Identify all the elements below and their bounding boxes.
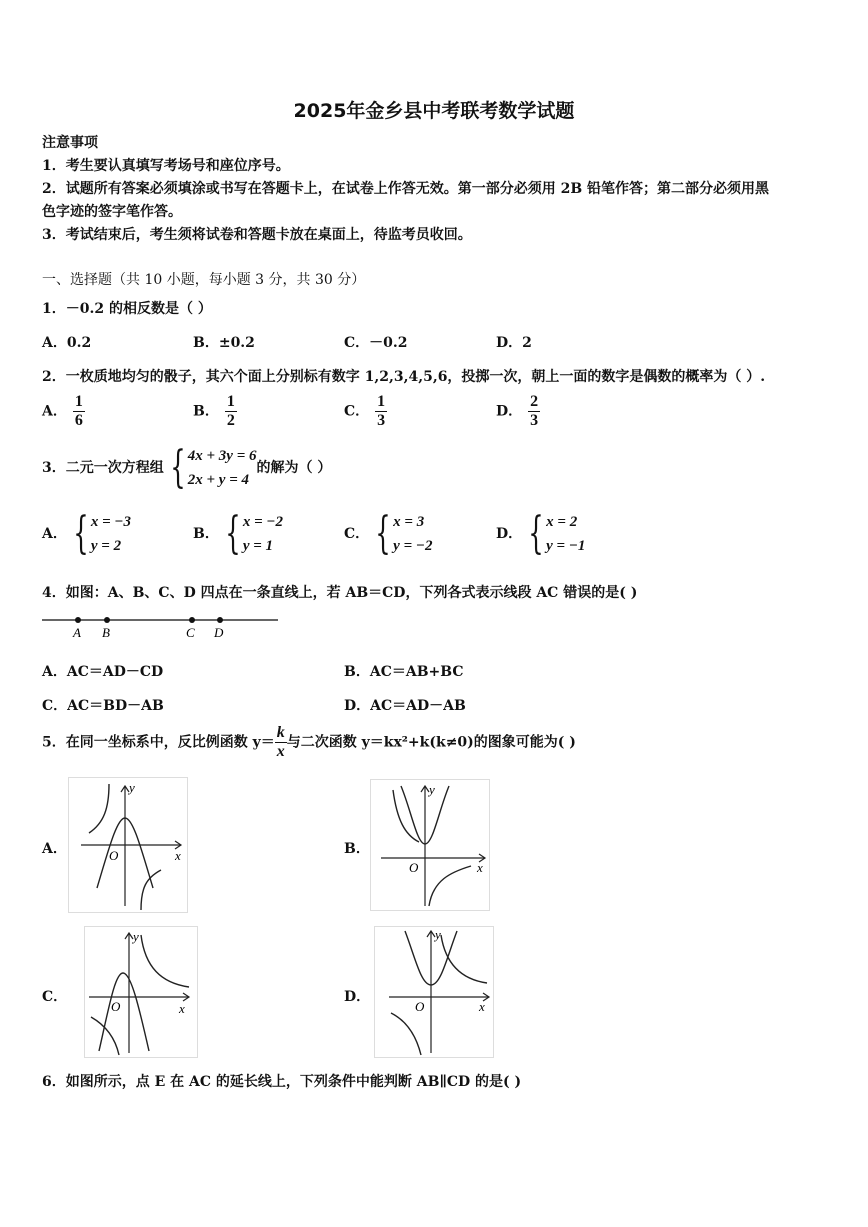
axis-x-label: x xyxy=(477,860,483,875)
q3-option-d: D． { x = 2 y = −1 xyxy=(496,508,586,559)
q3-option-b: B． { x = −2 y = 1 xyxy=(193,508,283,559)
origin-label: O xyxy=(409,860,419,875)
q1-stem: 1．－0.2 的相反数是（ ） xyxy=(42,301,212,317)
point-c xyxy=(189,617,195,623)
q6-stem: 6．如图所示，点 E 在 AC 的延长线上，下列条件中能判断 AB∥CD 的是( ) xyxy=(42,1074,522,1090)
q5-stem: 5．在同一坐标系中，反比例函数 y＝ $\frac{k}{x}$ 与二次函数 y＝kx²+k(k≠0)的图象可能为( ) xyxy=(42,724,576,760)
notice-item-2: 2．试题所有答案必须填涂或书写在答题卡上，在试卷上作答无效。第一部分必须用 2B 铅笔作答；第二部分必须用黑 xyxy=(42,181,770,197)
notice-heading: 注意事项 xyxy=(42,135,98,151)
q5-option-a-label: A． xyxy=(42,841,67,857)
q3-option-c: C． { x = 3 y = −2 xyxy=(344,508,433,559)
axis-x-label: x xyxy=(175,848,181,863)
q5-graph-d xyxy=(374,926,494,1058)
q2-option-b: B． $\frac{1}{2}$ xyxy=(193,393,235,429)
q5-option-d-label: D． xyxy=(344,989,371,1005)
q2-option-c: C． $\frac{1}{3}$ xyxy=(344,393,386,429)
origin-label: O xyxy=(415,999,425,1014)
axis-x-label: x xyxy=(179,1001,185,1016)
notice-item-1: 1．考生要认真填写考场号和座位序号。 xyxy=(42,158,290,174)
label-c: C xyxy=(186,625,195,640)
q3-stem: 3．二元一次方程组 { 4x + 3y = 6 2x + y = 4 的解为（ ） xyxy=(42,442,332,493)
section-heading: 一、选择题（共 10 小题，每小题 3 分，共 30 分） xyxy=(42,272,366,288)
point-b xyxy=(104,617,110,623)
axis-y-label: y xyxy=(435,927,441,942)
q1-option-b: B．±0.2 xyxy=(193,335,255,351)
q1-option-a: A．0.2 xyxy=(42,335,92,351)
q5-option-b-label: B． xyxy=(344,841,370,857)
axis-y-label: y xyxy=(129,780,135,795)
page-title: 2025年金乡县中考联考数学试题 xyxy=(293,100,575,122)
q5-graph-a xyxy=(68,777,188,913)
point-a xyxy=(75,617,81,623)
q4-option-d: D．AC＝AD－AB xyxy=(344,698,466,714)
notice-item-3: 3．考试结束后，考生须将试卷和答题卡放在桌面上，待监考员收回。 xyxy=(42,227,472,243)
q3-option-a: A． { x = −3 y = 2 xyxy=(42,508,132,559)
q5-graph-c xyxy=(84,926,198,1058)
axis-x-label: x xyxy=(479,999,485,1014)
q4-line-figure xyxy=(40,610,280,642)
q2-option-d: D． $\frac{2}{3}$ xyxy=(496,393,539,429)
q4-stem: 4．如图：A、B、C、D 四点在一条直线上，若 AB＝CD，下列各式表示线段 AC 错误的是( ) xyxy=(42,585,638,601)
q4-option-a: A．AC＝AD－CD xyxy=(42,664,164,680)
origin-label: O xyxy=(109,848,119,863)
q4-option-b: B．AC＝AB+BC xyxy=(344,664,464,680)
label-b: B xyxy=(102,625,110,640)
notice-item-2-cont: 色字迹的签字笔作答。 xyxy=(42,204,182,220)
q5-graph-b xyxy=(370,779,490,911)
q2-stem: 2．一枚质地均匀的骰子，其六个面上分别标有数字 1,2,3,4,5,6，投掷一次，朝上一面的数字是偶数的概率为（ ）. xyxy=(42,369,766,385)
q2-option-a: A． $\frac{1}{6}$ xyxy=(42,393,83,429)
axis-y-label: y xyxy=(133,929,139,944)
q4-option-c: C．AC＝BD－AB xyxy=(42,698,164,714)
label-a: A xyxy=(73,625,81,640)
origin-label: O xyxy=(111,999,121,1014)
axis-y-label: y xyxy=(429,782,435,797)
q5-option-c-label: C． xyxy=(42,989,68,1005)
q1-option-d: D．2 xyxy=(496,335,532,351)
point-d xyxy=(217,617,223,623)
q1-option-c: C．－0.2 xyxy=(344,335,408,351)
label-d: D xyxy=(214,625,224,640)
